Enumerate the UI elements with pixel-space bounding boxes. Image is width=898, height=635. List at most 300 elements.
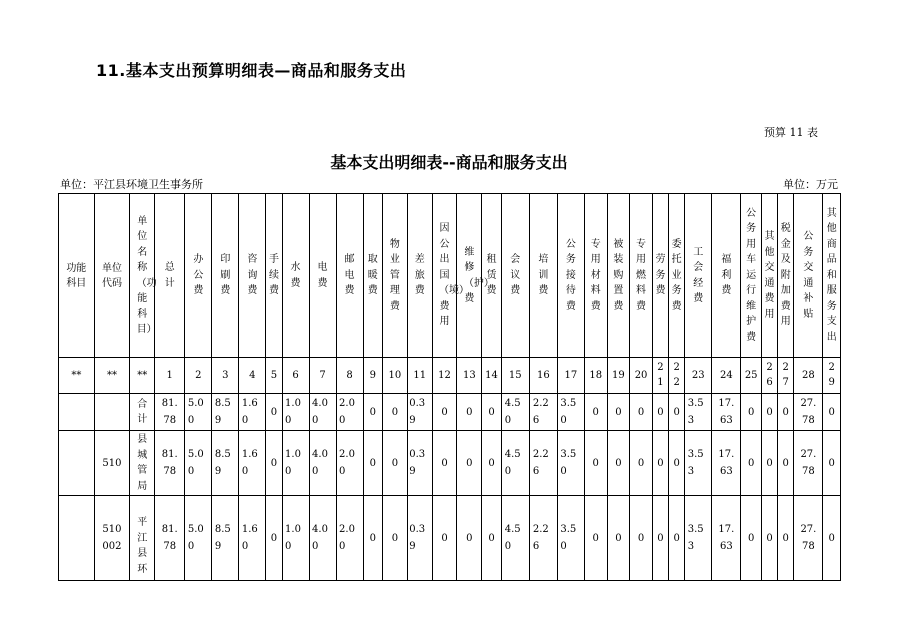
- column-number: [363, 358, 382, 394]
- value-text: 0: [673, 532, 680, 544]
- column-header: [309, 194, 336, 358]
- column-number-text: 28: [802, 370, 815, 381]
- value-cell: [669, 431, 685, 496]
- column-header-label: 功能科目: [66, 262, 87, 289]
- column-number-text: 15: [508, 370, 522, 381]
- page-heading: 11.基本支出预算明细表—商品和服务支出: [96, 61, 407, 80]
- column-header-label: 税金及附加费用: [780, 223, 791, 328]
- value-cell: [336, 394, 363, 431]
- value-text: 0: [782, 532, 789, 544]
- column-number-text: **: [71, 370, 82, 381]
- column-header: [778, 194, 794, 358]
- value-text: 0: [488, 457, 495, 469]
- column-number-text: 22: [673, 362, 680, 388]
- column-number-text: 12: [438, 370, 451, 381]
- column-header: [529, 194, 557, 358]
- value-text: 4.00: [312, 449, 328, 477]
- column-number-text: 8: [346, 370, 353, 381]
- table-row: [59, 431, 841, 496]
- column-header-label: 专用材料费: [590, 238, 601, 312]
- value-cell: [407, 431, 432, 496]
- column-number: [309, 358, 336, 394]
- value-text: 4.50: [504, 398, 521, 426]
- column-number: [669, 358, 685, 394]
- value-cell: [363, 431, 382, 496]
- value-text: 17.63: [718, 398, 735, 426]
- value-text: 2.00: [339, 398, 355, 426]
- column-number: [382, 358, 407, 394]
- value-text: 27.78: [800, 524, 817, 552]
- table-row: [59, 394, 841, 431]
- value-text: 1.00: [285, 449, 301, 477]
- value-text: 0: [615, 406, 622, 418]
- column-number: [823, 358, 841, 394]
- unit-code-text: 510: [102, 457, 122, 469]
- table-row: [59, 496, 841, 581]
- column-number: [712, 358, 741, 394]
- table-title: 基本支出明细表--商品和服务支出: [330, 153, 568, 172]
- value-text: 0: [747, 406, 755, 418]
- value-cell: [794, 394, 823, 431]
- value-text: 0: [828, 406, 835, 418]
- value-cell: [557, 431, 584, 496]
- value-text: 0: [766, 532, 773, 544]
- column-header: [432, 194, 470, 358]
- value-cell: [529, 431, 557, 496]
- column-number-text: **: [137, 370, 148, 381]
- value-cell: [584, 431, 607, 496]
- column-header: [363, 194, 382, 358]
- column-number: [607, 358, 630, 394]
- value-cell: [363, 394, 382, 431]
- value-text: 0: [766, 457, 773, 469]
- value-cell: [482, 394, 501, 431]
- column-number: [185, 358, 212, 394]
- function-code-cell: [59, 496, 95, 581]
- value-cell: [685, 394, 712, 431]
- column-number-text: 17: [564, 370, 578, 381]
- value-text: 1.60: [241, 524, 258, 552]
- column-header: [130, 194, 155, 358]
- value-cell: [432, 394, 457, 431]
- value-cell: [501, 431, 529, 496]
- column-header-label: 福利费: [721, 254, 732, 297]
- column-header-label: 邮电费: [344, 254, 355, 297]
- unit-name-cell: [130, 394, 155, 431]
- unit-name-cell: [130, 496, 155, 581]
- value-text: 0: [466, 532, 473, 544]
- value-cell: [778, 496, 794, 581]
- value-cell: [407, 394, 432, 431]
- value-cell: [432, 496, 457, 581]
- value-text: 0: [391, 457, 399, 469]
- column-header-label: 会议费: [510, 254, 521, 297]
- value-cell: [266, 496, 282, 581]
- column-number-text: 24: [719, 370, 733, 381]
- unit-name-text: 平江县环: [137, 517, 148, 575]
- column-header-label: 其他交通费用: [764, 231, 775, 320]
- column-header-label: 被装购置费: [613, 238, 624, 312]
- column-number-text: 10: [388, 370, 402, 381]
- unit-name-text: 合计: [137, 398, 148, 425]
- column-header: [382, 194, 407, 358]
- column-header: [652, 194, 668, 358]
- value-cell: [239, 431, 266, 496]
- value-text: 4.00: [312, 398, 328, 426]
- column-number-text: 1: [166, 370, 173, 381]
- value-text: 8.59: [214, 398, 231, 426]
- value-text: 0: [270, 532, 278, 544]
- value-cell: [282, 496, 309, 581]
- value-cell: [212, 431, 239, 496]
- unit-name-text: 县城管局: [137, 434, 148, 492]
- value-cell: [482, 496, 501, 581]
- column-header-label: 因公出国（境）费用: [439, 223, 470, 328]
- column-header-label: 电费: [317, 262, 328, 289]
- value-cell: [266, 394, 282, 431]
- value-cell: [482, 431, 501, 496]
- value-text: 4.00: [312, 524, 328, 552]
- column-number: [652, 358, 668, 394]
- value-text: 0: [441, 406, 448, 418]
- column-number-text: 16: [536, 370, 550, 381]
- value-cell: [669, 394, 685, 431]
- column-number-text: 5: [270, 370, 278, 381]
- column-number: [529, 358, 557, 394]
- value-text: 2.26: [532, 449, 549, 477]
- column-number: [482, 358, 501, 394]
- value-cell: [741, 496, 762, 581]
- column-header: [282, 194, 309, 358]
- value-text: 0.39: [409, 398, 426, 426]
- column-header-label: 单位名称（功能科目）: [136, 215, 157, 335]
- value-text: 3.53: [687, 398, 704, 426]
- value-cell: [712, 496, 741, 581]
- value-cell: [584, 496, 607, 581]
- column-header: [94, 194, 130, 358]
- value-text: 0: [657, 457, 664, 469]
- unit-code-text: 510002: [102, 524, 122, 552]
- column-number: [630, 358, 653, 394]
- column-header: [336, 194, 363, 358]
- expenditure-table: [58, 193, 841, 581]
- value-cell: [155, 431, 185, 496]
- column-header: [823, 194, 841, 358]
- value-text: 81.78: [161, 524, 178, 552]
- column-header: [266, 194, 282, 358]
- value-text: 8.59: [214, 524, 231, 552]
- column-number-text: 19: [612, 370, 625, 381]
- value-text: 1.60: [241, 398, 258, 426]
- column-header: [741, 194, 762, 358]
- column-header: [794, 194, 823, 358]
- table-number: 预算 11 表: [764, 126, 818, 139]
- value-cell: [823, 431, 841, 496]
- column-header-label: 取暖费: [367, 254, 378, 297]
- value-cell: [778, 394, 794, 431]
- column-number-text: 18: [589, 370, 603, 381]
- value-text: 0: [766, 406, 773, 418]
- value-text: 0: [441, 457, 448, 469]
- value-cell: [712, 394, 741, 431]
- column-header-label: 总计: [164, 262, 175, 289]
- column-number: [155, 358, 185, 394]
- column-number-text: 11: [413, 370, 427, 381]
- value-cell: [741, 394, 762, 431]
- column-header-label: 水费: [290, 262, 301, 289]
- value-text: 0: [828, 532, 835, 544]
- value-cell: [778, 431, 794, 496]
- column-number-text: 29: [828, 362, 835, 388]
- column-header-label: 专用燃料费: [636, 238, 647, 312]
- value-text: 3.50: [560, 398, 577, 426]
- column-number: [212, 358, 239, 394]
- value-text: 0: [369, 532, 376, 544]
- column-number: [685, 358, 712, 394]
- value-cell: [529, 496, 557, 581]
- value-cell: [309, 394, 336, 431]
- value-text: 1.60: [241, 449, 258, 477]
- unit-name-cell: [130, 431, 155, 496]
- column-number: [336, 358, 363, 394]
- value-cell: [309, 431, 336, 496]
- column-number-text: 27: [782, 362, 789, 388]
- value-cell: [669, 496, 685, 581]
- column-number: [239, 358, 266, 394]
- value-text: 0: [782, 457, 789, 469]
- unit-name-label: 单位：平江县环境卫生事务所: [60, 178, 203, 191]
- column-header: [59, 194, 95, 358]
- value-cell: [382, 431, 407, 496]
- column-header: [482, 194, 501, 358]
- value-text: 0: [391, 406, 399, 418]
- column-header-label: 办公费: [193, 254, 204, 297]
- value-text: 27.78: [800, 398, 817, 426]
- column-header-label: 公务接待费: [565, 238, 576, 312]
- column-number: [794, 358, 823, 394]
- value-text: 2.26: [532, 398, 549, 426]
- value-cell: [382, 394, 407, 431]
- value-text: 0.39: [409, 524, 426, 552]
- column-header: [712, 194, 741, 358]
- column-header-label: 手续费: [268, 254, 279, 297]
- value-cell: [155, 394, 185, 431]
- value-cell: [185, 431, 212, 496]
- value-cell: [212, 496, 239, 581]
- unit-code-cell: [94, 496, 130, 581]
- unit-code-cell: [94, 431, 130, 496]
- column-header-label: 委托业务费: [671, 238, 682, 312]
- value-cell: [212, 394, 239, 431]
- column-header: [669, 194, 685, 358]
- value-cell: [336, 431, 363, 496]
- value-text: 0: [782, 406, 789, 418]
- value-text: 0: [488, 532, 495, 544]
- value-cell: [823, 496, 841, 581]
- column-header-label: 公务交通补贴: [803, 231, 814, 320]
- value-cell: [630, 431, 653, 496]
- value-cell: [794, 496, 823, 581]
- column-number-text: 26: [766, 362, 773, 388]
- value-text: 81.78: [161, 449, 178, 477]
- value-text: 0: [828, 457, 835, 469]
- column-number: [282, 358, 309, 394]
- value-cell: [652, 431, 668, 496]
- column-header: [630, 194, 653, 358]
- value-cell: [630, 394, 653, 431]
- value-text: 3.50: [560, 524, 577, 552]
- value-text: 0.39: [409, 449, 426, 477]
- value-text: 0: [592, 532, 599, 544]
- value-text: 17.63: [718, 449, 735, 477]
- value-cell: [457, 394, 482, 431]
- column-number-text: 7: [319, 370, 326, 381]
- value-cell: [652, 394, 668, 431]
- value-text: 0: [270, 457, 278, 469]
- column-header-label: 维修（护）费: [463, 246, 494, 304]
- value-cell: [382, 496, 407, 581]
- column-header-label: 培训费: [538, 254, 549, 297]
- value-cell: [607, 496, 630, 581]
- value-cell: [584, 394, 607, 431]
- column-header: [501, 194, 529, 358]
- column-header: [239, 194, 266, 358]
- value-text: 0: [637, 457, 645, 469]
- value-text: 0: [637, 406, 645, 418]
- value-text: 0: [747, 457, 755, 469]
- value-text: 0: [592, 406, 599, 418]
- value-cell: [685, 496, 712, 581]
- value-text: 0: [615, 457, 622, 469]
- value-text: 4.50: [504, 524, 521, 552]
- value-text: 0: [369, 457, 376, 469]
- value-cell: [741, 431, 762, 496]
- column-number-text: 4: [249, 370, 256, 381]
- unit-currency-label: 单位：万元: [783, 178, 838, 191]
- value-text: 0: [657, 532, 664, 544]
- value-text: 4.50: [504, 449, 521, 477]
- value-cell: [336, 496, 363, 581]
- value-text: 0: [637, 532, 645, 544]
- value-cell: [407, 496, 432, 581]
- value-cell: [239, 394, 266, 431]
- value-cell: [761, 394, 777, 431]
- column-number-text: 13: [463, 370, 476, 381]
- value-cell: [457, 431, 482, 496]
- column-header: [761, 194, 777, 358]
- value-cell: [652, 496, 668, 581]
- column-number-text: 6: [292, 370, 299, 381]
- column-number: [457, 358, 482, 394]
- column-header-label: 物业管理费: [389, 238, 400, 312]
- value-text: 0: [488, 406, 495, 418]
- value-cell: [761, 431, 777, 496]
- column-number: [130, 358, 155, 394]
- value-cell: [432, 431, 457, 496]
- column-number-text: 25: [744, 370, 758, 381]
- column-header-label: 咨询费: [247, 254, 258, 297]
- column-number-text: 23: [691, 370, 705, 381]
- column-header: [212, 194, 239, 358]
- value-cell: [501, 394, 529, 431]
- column-header: [557, 194, 584, 358]
- value-text: 3.53: [687, 524, 704, 552]
- value-text: 0: [270, 406, 278, 418]
- value-cell: [363, 496, 382, 581]
- unit-code-cell: [94, 394, 130, 431]
- value-cell: [185, 394, 212, 431]
- column-header-label: 劳务费: [655, 254, 666, 297]
- value-cell: [282, 431, 309, 496]
- column-header-label: 公务用车运行维护费: [746, 207, 757, 343]
- column-number-text: 9: [369, 370, 376, 381]
- column-header: [185, 194, 212, 358]
- column-number-text: 20: [634, 370, 648, 381]
- value-cell: [155, 496, 185, 581]
- value-cell: [529, 394, 557, 431]
- value-text: 0: [466, 457, 473, 469]
- value-text: 1.00: [285, 524, 301, 552]
- column-header: [685, 194, 712, 358]
- column-header: [407, 194, 432, 358]
- value-cell: [761, 496, 777, 581]
- column-header-label: 工会经费: [693, 246, 704, 304]
- value-cell: [557, 394, 584, 431]
- column-header-label: 单位代码: [101, 262, 122, 289]
- value-cell: [239, 496, 266, 581]
- value-text: 0: [657, 406, 664, 418]
- value-text: 3.50: [560, 449, 577, 477]
- value-cell: [185, 496, 212, 581]
- value-cell: [607, 394, 630, 431]
- column-header: [155, 194, 185, 358]
- value-text: 0: [369, 406, 376, 418]
- column-number-text: 14: [485, 370, 498, 381]
- value-text: 81.78: [161, 398, 178, 426]
- column-number-text: 21: [657, 362, 664, 388]
- column-number: [407, 358, 432, 394]
- value-cell: [557, 496, 584, 581]
- value-cell: [309, 496, 336, 581]
- value-text: 17.63: [718, 524, 735, 552]
- value-text: 0: [391, 532, 399, 544]
- value-text: 0: [747, 532, 755, 544]
- value-text: 5.00: [187, 449, 204, 477]
- value-cell: [685, 431, 712, 496]
- value-text: 8.59: [214, 449, 231, 477]
- value-text: 5.00: [187, 398, 204, 426]
- value-text: 2.00: [339, 449, 355, 477]
- value-cell: [282, 394, 309, 431]
- column-header-label: 租赁费: [486, 254, 497, 297]
- column-number: [778, 358, 794, 394]
- column-number: [584, 358, 607, 394]
- column-header: [607, 194, 630, 358]
- column-header-label: 其他商品和服务支出: [826, 207, 837, 343]
- value-text: 1.00: [285, 398, 301, 426]
- column-number: [266, 358, 282, 394]
- value-text: 2.00: [339, 524, 355, 552]
- value-text: 5.00: [187, 524, 204, 552]
- value-text: 0: [615, 532, 622, 544]
- value-cell: [712, 431, 741, 496]
- value-text: 2.26: [532, 524, 549, 552]
- value-cell: [501, 496, 529, 581]
- value-cell: [457, 496, 482, 581]
- function-code-cell: [59, 431, 95, 496]
- function-code-cell: [59, 394, 95, 431]
- column-number-text: **: [106, 370, 117, 381]
